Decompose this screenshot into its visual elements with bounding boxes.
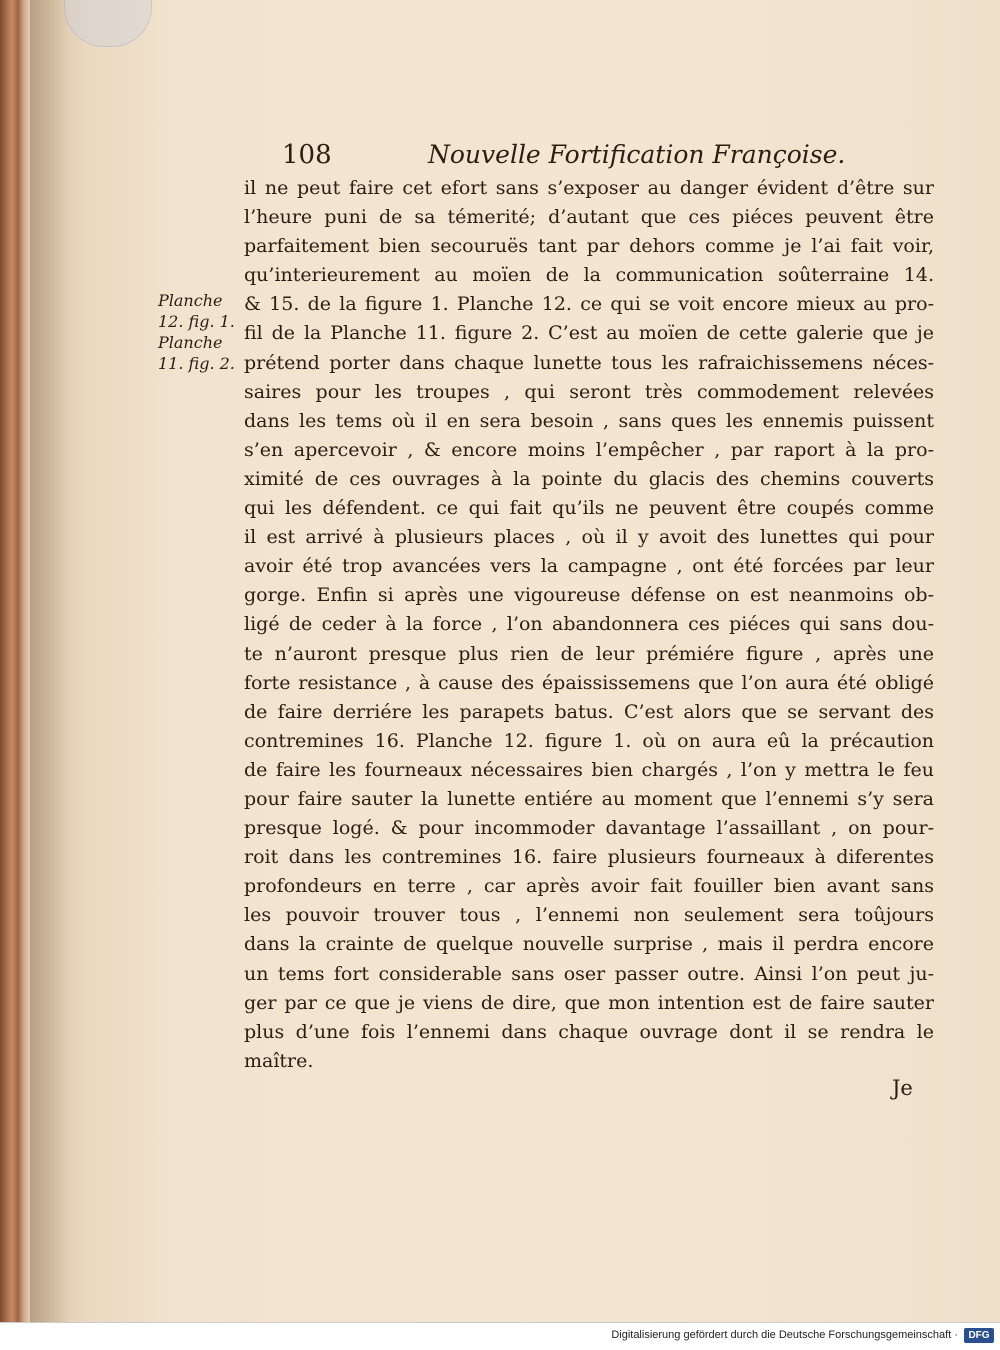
margin-notes — [158, 290, 242, 374]
text-line: qu’interieurement au moïen de la communication soûterraine 14. — [244, 264, 934, 287]
text-line: gorge. Enfin si après une vigoureuse défense on est neanmoins ob- — [244, 584, 934, 607]
text-line: parfaitement bien secouruës tant par dehors comme je l’ai fait voir, — [244, 235, 934, 258]
text-line: pour faire sauter la lunette entiére au moment que l’ennemi s’y sera — [244, 787, 934, 810]
gutter-shadow — [30, 0, 70, 1322]
text-line: l’heure puni de sa témerité; d’autant que ces piéces peuvent être — [244, 206, 934, 229]
book-spine-edge — [0, 0, 30, 1322]
text-line: profondeurs en terre , car après avoir fait fouiller bien avant sans — [244, 875, 934, 898]
text-line: & 15. de la figure 1. Planche 12. ce qui se voit encore mieux au pro- — [244, 293, 934, 316]
margin-note: 11. fig. 2. — [158, 354, 235, 373]
text-line: il ne peut faire cet efort sans s’exposer au danger évident d’être sur — [244, 177, 934, 199]
text-line: dans les tems où il en sera besoin , sans ques les ennemis puissent — [244, 409, 934, 432]
text-line: ligé de ceder à la force , l’on abandonnera ces piéces qui sans dou- — [244, 613, 934, 636]
funding-credit: Digitalisierung gefördert durch die Deutsche Forschungsgemeinschaft · — [611, 1329, 958, 1341]
text-line: fil de la Planche 11. figure 2. C’est au moïen de cette galerie que je — [244, 322, 934, 345]
body-text — [244, 174, 934, 1076]
text-line: dans la crainte de quelque nouvelle surprise , mais il perdra encore — [244, 933, 934, 956]
text-line: prétend porter dans chaque lunette tous les rafraichissemens néces- — [244, 351, 934, 374]
page-number: 108 — [282, 140, 332, 170]
text-line: de faire les fourneaux nécessaires bien chargés , l’on y mettra le feu — [244, 758, 934, 781]
margin-note: Planche — [158, 333, 223, 352]
text-line: ger par ce que je viens de dire, que mon intention est de faire sauter — [244, 991, 934, 1014]
text-line: contremines 16. Planche 12. figure 1. où on aura eû la précaution — [244, 729, 934, 752]
margin-note: Planche — [158, 291, 223, 310]
text-line: avoir été trop avancées vers la campagne , ont été forcées par leur — [244, 555, 934, 578]
running-title: Nouvelle Fortification Françoise. — [428, 140, 846, 169]
text-line: saires pour les troupes , qui seront très commodement relevées — [244, 380, 934, 403]
catchword: Je — [892, 1076, 913, 1100]
footer-bar — [0, 1322, 1000, 1350]
text-line: plus d’une fois l’ennemi dans chaque ouvrage dont il se rendra le — [244, 1020, 934, 1043]
dfg-logo-icon: DFG — [964, 1328, 994, 1343]
text-line: forte resistance , à cause des épaississemens que l’on aura été obligé — [244, 671, 934, 694]
text-line: roit dans les contremines 16. faire plusieurs fourneaux à diferentes — [244, 846, 934, 869]
text-line: s’en apercevoir , & encore moins l’empêcher , par raport à la pro- — [244, 438, 934, 461]
margin-note: 12. fig. 1. — [158, 312, 235, 331]
text-line: il est arrivé à plusieurs places , où il y avoit des lunettes qui pour — [244, 526, 934, 549]
text-line: te n’auront presque plus rien de leur prémiére figure , après une — [244, 642, 934, 665]
text-line: de faire derriére les parapets batus. C’est alors que se servant des — [244, 700, 934, 723]
text-line: presque logé. & pour incommoder davantage l’assaillant , on pour- — [244, 817, 934, 840]
running-head — [282, 138, 846, 178]
text-line: maître. — [244, 1049, 314, 1072]
text-line: les pouvoir trouver tous , l’ennemi non seulement sera toûjours — [244, 904, 934, 927]
text-line: qui les défendent. ce qui fait qu’ils ne peuvent être coupés comme — [244, 497, 934, 520]
text-line: un tems fort considerable sans oser passer outre. Ainsi l’on peut ju- — [244, 962, 934, 985]
text-line: ximité de ces ouvrages à la pointe du glacis des chemins couverts — [244, 467, 934, 490]
